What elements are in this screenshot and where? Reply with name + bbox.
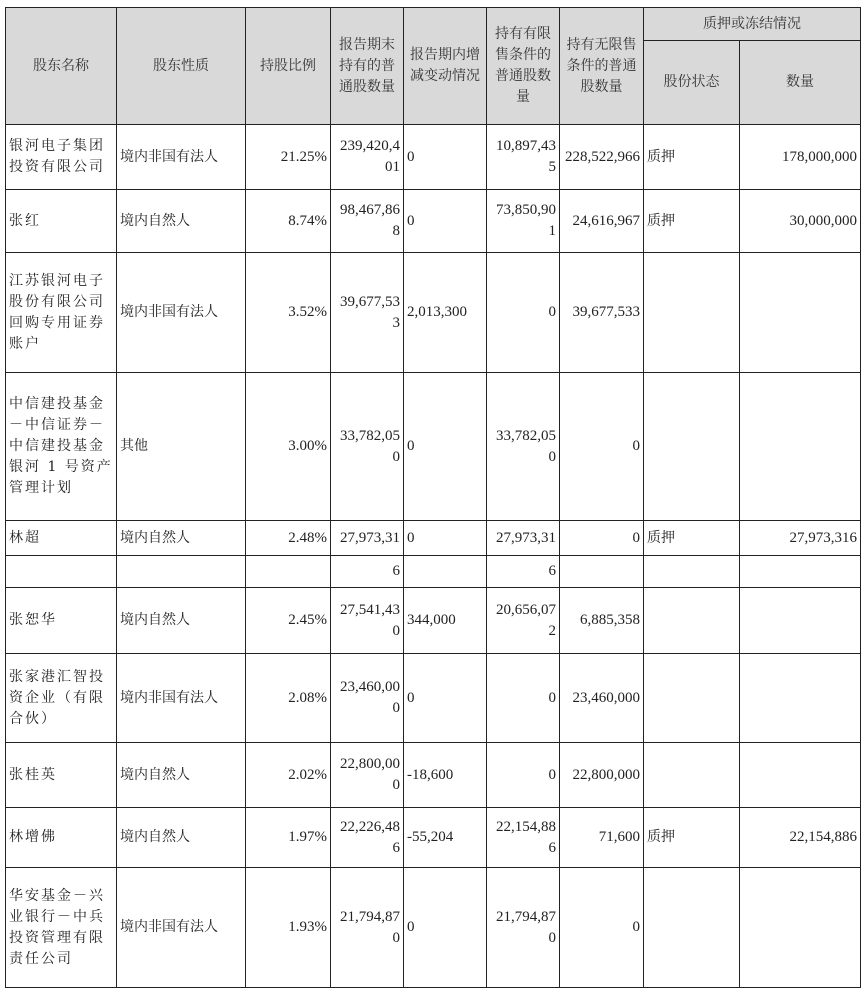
header-pledge-status: 股份状态	[644, 41, 740, 125]
holding-ratio: 8.74%	[246, 190, 331, 253]
restricted-shares: 27,973,31	[487, 521, 560, 556]
unrestricted-shares: 39,677,533	[560, 253, 644, 373]
pledge-quantity: 178,000,000	[740, 125, 861, 190]
period-change: 0	[404, 868, 487, 988]
period-end-quantity: 23,460,000	[331, 654, 404, 743]
shareholder-nature: 境内非国有法人	[117, 125, 246, 190]
shareholder-nature: 境内自然人	[117, 588, 246, 654]
shareholder-nature	[117, 556, 246, 588]
restricted-shares: 0	[487, 743, 560, 808]
shareholder-name: 华安基金－兴业银行－中兵投资管理有限责任公司	[6, 868, 117, 988]
unrestricted-shares: 0	[560, 521, 644, 556]
shareholder-nature: 境内自然人	[117, 743, 246, 808]
table-row	[6, 654, 861, 743]
period-end-quantity: 6	[331, 556, 404, 588]
shareholder-nature: 境内自然人	[117, 521, 246, 556]
pledge-quantity: 27,973,316	[740, 521, 861, 556]
period-change	[404, 556, 487, 588]
table-row	[6, 125, 861, 190]
period-change: 0	[404, 521, 487, 556]
holding-ratio: 2.02%	[246, 743, 331, 808]
period-end-quantity: 22,800,000	[331, 743, 404, 808]
header-shareholder-name: 股东名称	[6, 8, 117, 125]
pledge-quantity	[740, 373, 861, 521]
holding-ratio: 2.08%	[246, 654, 331, 743]
shareholder-name: 张红	[6, 190, 117, 253]
period-change: 0	[404, 190, 487, 253]
pledge-status	[644, 654, 740, 743]
period-change: 0	[404, 125, 487, 190]
restricted-shares: 21,794,870	[487, 868, 560, 988]
header-holding-ratio: 持股比例	[246, 8, 331, 125]
period-end-quantity: 21,794,870	[331, 868, 404, 988]
pledge-status	[644, 588, 740, 654]
header-pledge-freeze: 质押或冻结情况	[644, 8, 861, 41]
period-change: 0	[404, 373, 487, 521]
pledge-status: 质押	[644, 521, 740, 556]
pledge-quantity	[740, 654, 861, 743]
shareholder-name: 银河电子集团投资有限公司	[6, 125, 117, 190]
shareholder-name: 张桂英	[6, 743, 117, 808]
header-restricted-shares: 持有有限售条件的普通股数量	[487, 8, 560, 125]
table-row	[6, 808, 861, 868]
pledge-quantity	[740, 588, 861, 654]
table-row	[6, 253, 861, 373]
unrestricted-shares: 228,522,966	[560, 125, 644, 190]
period-end-quantity: 39,677,533	[331, 253, 404, 373]
pledge-status	[644, 253, 740, 373]
pledge-quantity: 22,154,886	[740, 808, 861, 868]
unrestricted-shares: 22,800,000	[560, 743, 644, 808]
period-end-quantity: 239,420,401	[331, 125, 404, 190]
shareholder-nature: 境内非国有法人	[117, 654, 246, 743]
pledge-quantity	[740, 743, 861, 808]
shareholder-nature: 境内非国有法人	[117, 253, 246, 373]
period-change: 0	[404, 654, 487, 743]
period-change: -18,600	[404, 743, 487, 808]
pledge-quantity	[740, 253, 861, 373]
period-end-quantity: 33,782,050	[331, 373, 404, 521]
restricted-shares: 22,154,886	[487, 808, 560, 868]
period-change: 344,000	[404, 588, 487, 654]
shareholder-nature: 境内自然人	[117, 808, 246, 868]
restricted-shares: 73,850,901	[487, 190, 560, 253]
table-row	[6, 373, 861, 521]
unrestricted-shares: 71,600	[560, 808, 644, 868]
pledge-status	[644, 743, 740, 808]
table-row	[6, 521, 861, 556]
restricted-shares: 10,897,435	[487, 125, 560, 190]
holding-ratio: 3.00%	[246, 373, 331, 521]
restricted-shares: 0	[487, 654, 560, 743]
shareholder-name: 张恕华	[6, 588, 117, 654]
header-pledge-quantity: 数量	[740, 41, 861, 125]
holding-ratio: 1.93%	[246, 868, 331, 988]
holding-ratio: 2.48%	[246, 521, 331, 556]
pledge-status: 质押	[644, 125, 740, 190]
shareholder-table	[5, 7, 861, 988]
shareholder-name: 林增佛	[6, 808, 117, 868]
period-end-quantity: 27,541,430	[331, 588, 404, 654]
shareholder-name: 张家港汇智投资企业（有限合伙）	[6, 654, 117, 743]
header-period-end-quantity: 报告期末持有的普通股数量	[331, 8, 404, 125]
unrestricted-shares: 0	[560, 868, 644, 988]
shareholder-name: 林超	[6, 521, 117, 556]
table-row	[6, 743, 861, 808]
period-end-quantity: 98,467,868	[331, 190, 404, 253]
period-change: -55,204	[404, 808, 487, 868]
holding-ratio: 21.25%	[246, 125, 331, 190]
pledge-quantity	[740, 556, 861, 588]
pledge-quantity: 30,000,000	[740, 190, 861, 253]
unrestricted-shares	[560, 556, 644, 588]
table-row	[6, 556, 861, 588]
shareholder-nature: 境内自然人	[117, 190, 246, 253]
holding-ratio	[246, 556, 331, 588]
holding-ratio: 2.45%	[246, 588, 331, 654]
holding-ratio: 3.52%	[246, 253, 331, 373]
period-change: 2,013,300	[404, 253, 487, 373]
restricted-shares: 33,782,050	[487, 373, 560, 521]
pledge-status	[644, 556, 740, 588]
unrestricted-shares: 0	[560, 373, 644, 521]
header-shareholder-nature: 股东性质	[117, 8, 246, 125]
restricted-shares: 6	[487, 556, 560, 588]
table-row	[6, 190, 861, 253]
period-end-quantity: 27,973,31	[331, 521, 404, 556]
unrestricted-shares: 6,885,358	[560, 588, 644, 654]
pledge-status: 质押	[644, 808, 740, 868]
pledge-quantity	[740, 868, 861, 988]
pledge-status	[644, 868, 740, 988]
header-unrestricted-shares: 持有无限售条件的普通股数量	[560, 8, 644, 125]
shareholder-name: 中信建投基金－中信证券－中信建投基金银河 1 号资产管理计划	[6, 373, 117, 521]
unrestricted-shares: 24,616,967	[560, 190, 644, 253]
shareholder-nature: 境内非国有法人	[117, 868, 246, 988]
period-end-quantity: 22,226,486	[331, 808, 404, 868]
unrestricted-shares: 23,460,000	[560, 654, 644, 743]
shareholder-name: 江苏银河电子股份有限公司回购专用证券账户	[6, 253, 117, 373]
holding-ratio: 1.97%	[246, 808, 331, 868]
table-row	[6, 588, 861, 654]
restricted-shares: 0	[487, 253, 560, 373]
pledge-status: 质押	[644, 190, 740, 253]
table-row	[6, 868, 861, 988]
pledge-status	[644, 373, 740, 521]
shareholder-nature: 其他	[117, 373, 246, 521]
header-period-change: 报告期内增减变动情况	[404, 8, 487, 125]
restricted-shares: 20,656,072	[487, 588, 560, 654]
shareholder-name	[6, 556, 117, 588]
